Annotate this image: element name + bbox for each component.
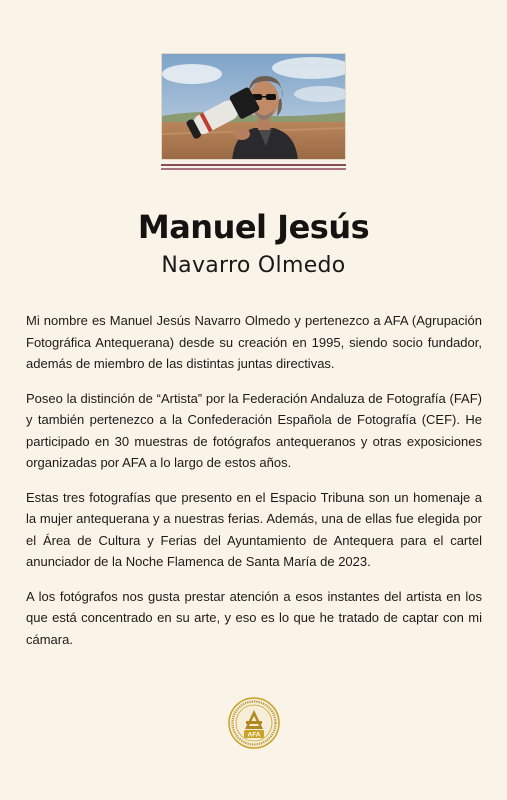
bio-paragraph: A los fotógrafos nos gusta prestar atención a esos instantes del artista en los que está concentrado en su arte, y eso es lo que he tratado de captar con mi cámara. xyxy=(26,588,482,647)
name-first-line: Manuel Jesús xyxy=(137,208,370,246)
photo-divider-bottom xyxy=(161,168,346,170)
name-second-line: Navarro Olmedo xyxy=(161,253,346,278)
afa-logo xyxy=(228,697,280,749)
bio-paragraph: Mi nombre es Manuel Jesús Navarro Olmedo y pertenezco a AFA (Agrupación Fotográfica Antequerana) desde su creación en 1995, siendo socio fundador, además de miembro de las distintas juntas directivas. xyxy=(26,313,482,371)
bio-paragraph: Estas tres fotografías que presento en el Espacio Tribuna son un homenaje a la mujer antequerana y a nuestras ferias. Además, una de ellas fue elegida por el Área de Cultura y Ferias del Ayuntamiento de Antequera para el cartel anunciador de la Noche Flamenca de Santa María de 2023. xyxy=(26,489,482,569)
photo-divider-top xyxy=(161,164,346,166)
biography xyxy=(26,310,482,663)
bio-paragraph: Poseo la distinción de “Artista” por la Federación Andaluza de Fotografía (FAF) y también pertenezco a la Confederación Española de Fotografía (CEF). He participado en 30 muestras de fotógrafos antequeranos y otras exposiciones organizadas por AFA a lo largo de estos años. xyxy=(26,390,482,470)
afa-logo-text: AFA xyxy=(247,731,261,739)
portrait-photo xyxy=(161,53,346,160)
